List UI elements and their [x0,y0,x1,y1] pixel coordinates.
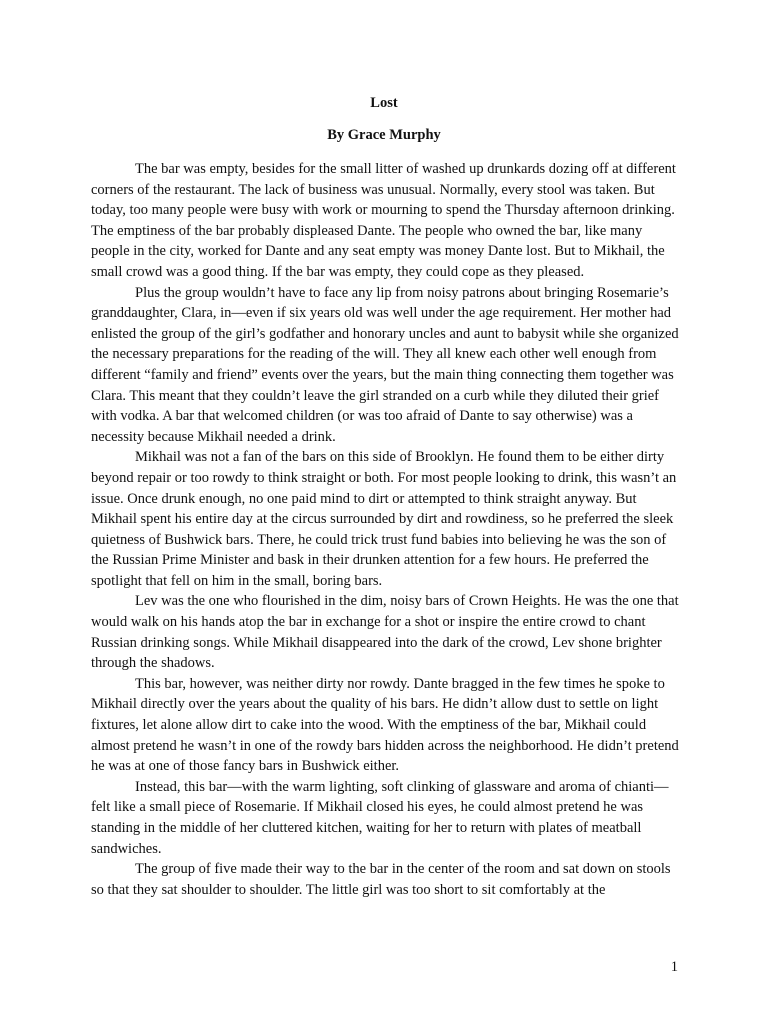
document-body [91,159,681,900]
page-number: 1 [670,959,678,975]
document-title: Lost [370,95,398,111]
paragraph: The group of five made their way to the bar in the center of the room and sat down on stools so that they sat shoulder to shoulder. The little girl was too short to sit comfortably at the [91,861,671,898]
paragraph: Mikhail was not a fan of the bars on this side of Brooklyn. He found them to be either dirty beyond repair or too rowdy to think straight or both. For most people looking to drink, this wasn’t an issue. Once drunk enough, no one paid mind to dirt or attempted to think straight anyway. But Mikhail spent his entire day at the circus surrounded by dirt and rowdiness, so he preferred the sleek quietness of Bushwick bars. There, he could trick trust fund babies into believing he was the son of the Russian Prime Minister and bask in their drunken attention for a few hours. He preferred the spotlight that fell on him in the small, boring bars. [91,449,677,589]
paragraph: Lev was the one who flourished in the dim, noisy bars of Crown Heights. He was the one that would walk on his hands atop the bar in exchange for a shot or inspire the entire crowd to chant Russian drinking songs. While Mikhail disappeared into the dark of the crowd, Lev shone brighter through the shadows. [91,593,679,672]
paragraph: The bar was empty, besides for the small litter of washed up drunkards dozing off at different corners of the restaurant. The lack of business was unusual. Normally, every stool was taken. But today, too many people were busy with work or mourning to spend the Thursday afternoon drinking. The emptiness of the bar probably displeased Dante. The people who owned the bar, like many people in the city, worked for Dante and any seat empty was money Dante lost. But to Mikhail, the small crowd was a good thing. If the bar was empty, they could cope as they pleased. [91,161,676,280]
paragraph: This bar, however, was neither dirty nor rowdy. Dante bragged in the few times he spoke to Mikhail directly over the years about the quality of his bars. He didn’t allow dust to settle on light fixtures, let alone allow dirt to cake into the wood. With the emptiness of the bar, Mikhail could almost pretend he wasn’t in one of the rowdy bars hidden across the neighborhood. He didn’t pretend he was at one of those fancy bars in Bushwick either. [91,675,679,775]
paragraph: Instead, this bar—with the warm lighting, soft clinking of glassware and aroma of chianti—felt like a small piece of Rosemarie. If Mikhail closed his eyes, he could almost pretend he was standing in the middle of her cluttered kitchen, waiting for her to return with plates of meatball sandwiches. [91,778,669,857]
paragraph: Plus the group wouldn’t have to face any lip from noisy patrons about bringing Rosemarie’s granddaughter, Clara, in—even if six years old was well under the age requirement. Her mother had enlisted the group of the girl’s godfather and honorary uncles and aunt to babysit while she organized the necessary preparations for the reading of the will. They all knew each other well enough from different “family and friend” events over the years, but the main thing connecting them together was Clara. This meant that they couldn’t leave the girl stranded on a curb while they diluted their grief with vodka. A bar that welcomed children (or was too afraid of Dante to say otherwise) was a necessity because Mikhail needed a drink. [91,284,679,445]
document-author: By Grace Murphy [327,127,441,143]
